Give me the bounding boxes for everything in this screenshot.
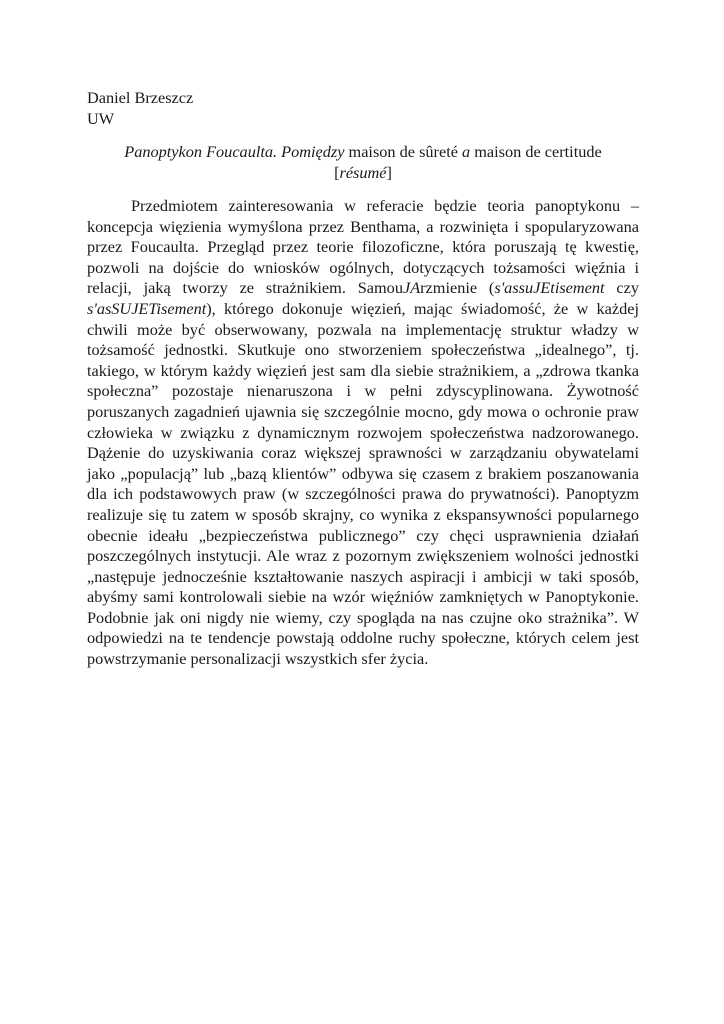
title-line-main	[87, 142, 639, 163]
resume-label: résumé	[339, 162, 387, 182]
abstract-italic-term-1: s'assuJEtisement	[494, 278, 605, 298]
author-block	[87, 88, 193, 129]
author-name: Daniel Brzeszcz	[87, 88, 194, 107]
resume-bracket-close: ]	[386, 162, 392, 182]
author-affiliation: UW	[87, 108, 115, 128]
title-italic-part: Panoptykon Foucaulta. Pomiędzy	[124, 142, 345, 161]
title-italic-a: a	[462, 142, 471, 161]
document-title	[87, 142, 639, 183]
abstract-text-4: ), którego dokonuje więzień, mając świadomość, że w każdej chwili może być obserwowany, pozwala na implementację struktur władzy w tożsamość jednostki. Skutkuje ono stworzeniem społeczeństwa „idealnego”, tj. takiego, w którym każdy więzień jest sam dla siebie strażnikiem, a „zdrowa tkanka społeczna” pozostaje nienaruszona i w pełni zdyscyplinowana. Żywotność poruszanych zagadnień ujawnia się szczególnie mocno, gdy mowa o ochronie praw człowieka w związku z dynamicznym rozwojem społeczeństwa nadzorowanego. Dążenie do uzyskiwania coraz większej sprawności w zarządzaniu obywatelami jako „populacją” lub „bazą klientów” odbywa się czasem z brakiem poszanowania dla ich podstawowych praw (w szczególności prawa do prywatności). Panoptyzm realizuje się tu zatem w sposób skrajny, co wynika z ekspansywności popularnego obecnie ideału „bezpieczeństwa publicznego” czy chęci usprawnienia działań poszczególnych instytucji. Ale wraz z pozornym zwiększeniem wolności jednostki „następuje jednocześnie kształtowanie naszych aspiracji i ambicji w taki sposób, abyśmy sami kontrolowali siebie na wzór więźniów zamkniętych w Panoptykonie. Podobnie jak oni nigdy nie wiemy, czy spogląda na nas czujne oko strażnika”. W odpowiedzi na te tendencje powstają oddolne ruchy społeczne, których celem jest powstrzymanie personalizacji wszystkich sfer życia.	[87, 298, 639, 669]
title-line-resume	[87, 163, 639, 184]
abstract-paragraph	[87, 196, 639, 670]
abstract-text-2: rzmienie (	[420, 278, 495, 298]
abstract-text-3: czy	[604, 278, 639, 298]
resume-bracket-open: [	[334, 162, 340, 182]
abstract-italic-term-2: s'asSUJETisement	[87, 298, 207, 318]
abstract-italic-ja: JA	[402, 278, 421, 298]
abstract-text-1: Przedmiotem zainteresowania w referacie będzie teoria panoptykonu – koncepcja więzienia wymyślona przez Benthama, a rozwinięta i spopularyzowana przez Foucaulta. Przegląd przez teorie filozoficzne, która poruszają tę kwestię, pozwoli na dojście do wniosków ogólnych, dotyczących tożsamości więźnia i relacji, jaką tworzy ze strażnikiem. Samou	[87, 196, 639, 298]
title-maison-certitude: maison de certitude	[470, 142, 602, 161]
title-maison-surete: maison de sûreté	[344, 142, 463, 161]
